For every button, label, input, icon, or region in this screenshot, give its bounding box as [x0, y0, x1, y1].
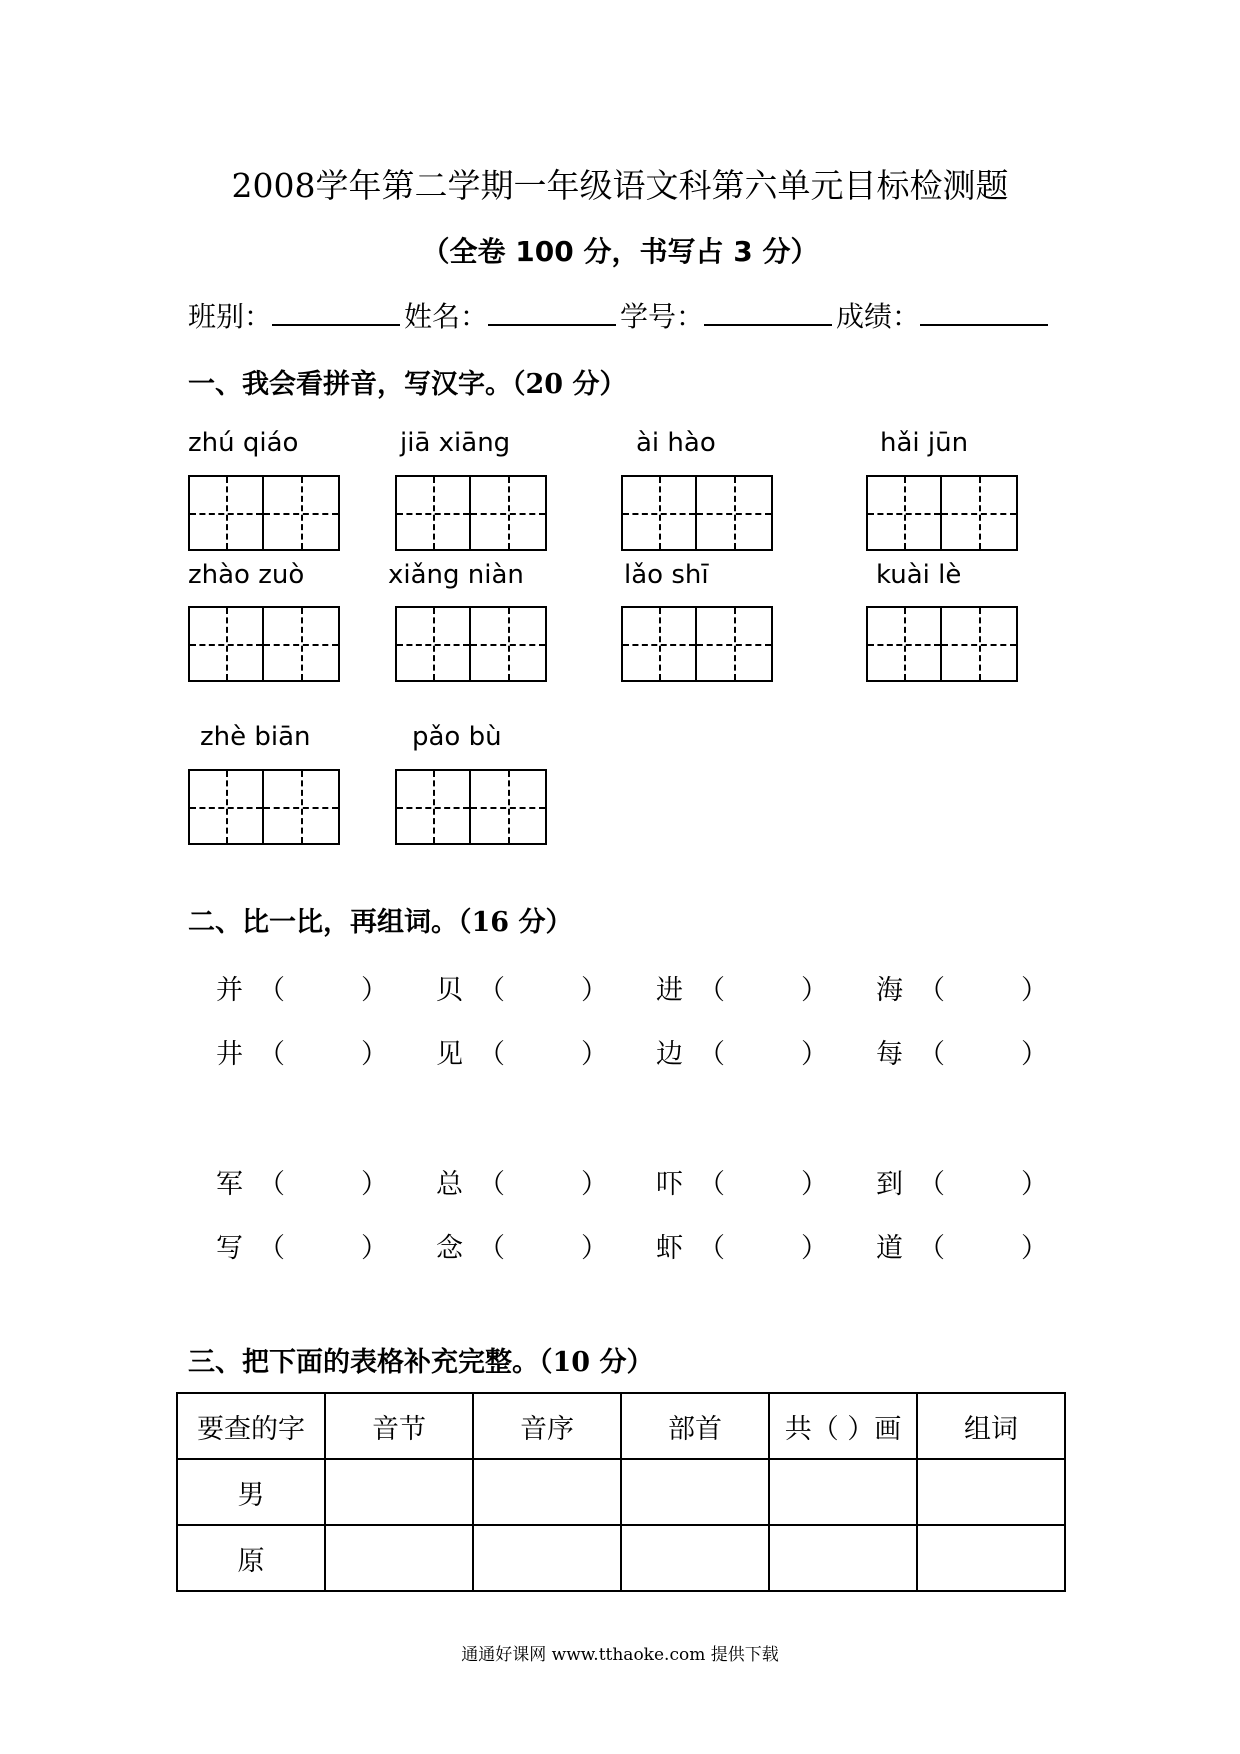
compare-item: [656, 968, 828, 1007]
header-cell: 音节: [325, 1393, 473, 1459]
close-paren: ）: [361, 1169, 388, 1200]
open-paren: （: [698, 1039, 725, 1070]
answer-cell[interactable]: [621, 1459, 769, 1525]
dictionary-lookup-table: [176, 1392, 1066, 1592]
compare-item: [656, 1226, 828, 1265]
close-paren: ）: [361, 1039, 388, 1070]
writing-grid[interactable]: [866, 606, 1018, 682]
page-title: 2008学年第二学期一年级语文科第六单元目标检测题: [231, 166, 1009, 205]
pinyin-label: kuài lè: [876, 560, 962, 590]
close-paren: ）: [581, 975, 608, 1006]
answer-cell[interactable]: [769, 1525, 917, 1591]
pinyin-label: hǎi jūn: [880, 428, 969, 458]
compare-item: [436, 1032, 608, 1071]
word-answer-blank[interactable]: [918, 1226, 1048, 1265]
open-paren: （: [918, 1169, 945, 1200]
compare-item: [216, 1032, 388, 1071]
pinyin-label: xiǎng niàn: [388, 560, 524, 590]
compare-character: 写: [216, 1233, 243, 1264]
compare-character: 道: [876, 1233, 903, 1264]
class-blank[interactable]: [272, 298, 400, 326]
open-paren: （: [918, 1039, 945, 1070]
pinyin-label: ài hào: [636, 428, 716, 458]
close-paren: ）: [801, 975, 828, 1006]
writing-grid[interactable]: [188, 475, 340, 551]
compare-item: [876, 1162, 1048, 1201]
compare-item: [216, 1162, 388, 1201]
writing-grid[interactable]: [188, 606, 340, 682]
writing-grid[interactable]: [621, 475, 773, 551]
word-answer-blank[interactable]: [478, 968, 608, 1007]
page-subtitle: （全卷 100 分，书写占 3 分）: [421, 235, 819, 268]
open-paren: （: [478, 1039, 505, 1070]
open-paren: （: [258, 975, 285, 1006]
compare-item: [876, 1032, 1048, 1071]
open-paren: （: [698, 1233, 725, 1264]
name-blank[interactable]: [488, 298, 616, 326]
open-paren: （: [918, 975, 945, 1006]
footer-credit: 通通好课网 www.tthaoke.com 提供下载: [461, 1645, 779, 1665]
header-cell: 音序: [473, 1393, 621, 1459]
lookup-character: 男: [177, 1459, 325, 1525]
section-2-title: 二、比一比，再组词。（16 分）: [188, 907, 573, 938]
open-paren: （: [698, 975, 725, 1006]
pinyin-label: zhào zuò: [188, 560, 305, 590]
student-number-label: 学号：: [620, 300, 705, 333]
section-1-title: 一、我会看拼音，写汉字。（20 分）: [188, 369, 627, 400]
answer-cell[interactable]: [917, 1459, 1065, 1525]
open-paren: （: [258, 1233, 285, 1264]
compare-character: 海: [876, 975, 903, 1006]
compare-character: 每: [876, 1039, 903, 1070]
lookup-character: 原: [177, 1525, 325, 1591]
score-label: 成绩：: [836, 300, 921, 333]
writing-grid[interactable]: [395, 475, 547, 551]
word-answer-blank[interactable]: [918, 968, 1048, 1007]
writing-grid[interactable]: [188, 769, 340, 845]
word-answer-blank[interactable]: [258, 1226, 388, 1265]
compare-character: 军: [216, 1169, 243, 1200]
writing-grid[interactable]: [866, 475, 1018, 551]
compare-character: 井: [216, 1039, 243, 1070]
compare-character: 吓: [656, 1169, 683, 1200]
close-paren: ）: [1021, 975, 1048, 1006]
section-3-title: 三、把下面的表格补充完整。（10 分）: [188, 1347, 654, 1378]
open-paren: （: [258, 1169, 285, 1200]
close-paren: ）: [801, 1233, 828, 1264]
compare-character: 进: [656, 975, 683, 1006]
close-paren: ）: [1021, 1169, 1048, 1200]
close-paren: ）: [801, 1169, 828, 1200]
compare-character: 边: [656, 1039, 683, 1070]
pinyin-label: jiā xiāng: [400, 428, 511, 458]
table-row: [177, 1459, 1065, 1525]
answer-cell[interactable]: [917, 1525, 1065, 1591]
student-number-blank[interactable]: [704, 298, 832, 326]
compare-item: [216, 1226, 388, 1265]
compare-item: [436, 1226, 608, 1265]
answer-cell[interactable]: [473, 1459, 621, 1525]
compare-character: 并: [216, 975, 243, 1006]
class-label: 班别：: [188, 300, 273, 333]
close-paren: ）: [1021, 1039, 1048, 1070]
compare-item: [436, 968, 608, 1007]
word-answer-blank[interactable]: [698, 1162, 828, 1201]
pinyin-label: zhú qiáo: [188, 428, 299, 458]
compare-item: [876, 1226, 1048, 1265]
writing-grid[interactable]: [395, 769, 547, 845]
answer-cell[interactable]: [473, 1525, 621, 1591]
answer-cell[interactable]: [325, 1525, 473, 1591]
close-paren: ）: [801, 1039, 828, 1070]
pinyin-label: lǎo shī: [624, 560, 709, 590]
answer-cell[interactable]: [769, 1459, 917, 1525]
table-row: [177, 1525, 1065, 1591]
header-cell: 部首: [621, 1393, 769, 1459]
open-paren: （: [918, 1233, 945, 1264]
header-cell: 组词: [917, 1393, 1065, 1459]
word-answer-blank[interactable]: [698, 1226, 828, 1265]
pinyin-label: zhè biān: [200, 722, 311, 752]
answer-cell[interactable]: [621, 1525, 769, 1591]
open-paren: （: [478, 1169, 505, 1200]
compare-item: [656, 1162, 828, 1201]
close-paren: ）: [361, 1233, 388, 1264]
pinyin-label: pǎo bù: [412, 722, 502, 752]
compare-item: [436, 1162, 608, 1201]
close-paren: ）: [581, 1039, 608, 1070]
word-answer-blank[interactable]: [258, 1032, 388, 1071]
name-label: 姓名：: [404, 300, 489, 333]
compare-character: 总: [436, 1169, 463, 1200]
student-info-row: [188, 295, 1052, 335]
word-answer-blank[interactable]: [698, 968, 828, 1007]
word-answer-blank[interactable]: [258, 968, 388, 1007]
word-answer-blank[interactable]: [918, 1032, 1048, 1071]
open-paren: （: [478, 1233, 505, 1264]
compare-item: [876, 968, 1048, 1007]
word-answer-blank[interactable]: [478, 1032, 608, 1071]
open-paren: （: [258, 1039, 285, 1070]
writing-grid[interactable]: [621, 606, 773, 682]
table-header-row: [177, 1393, 1065, 1459]
close-paren: ）: [361, 975, 388, 1006]
compare-character: 到: [876, 1169, 903, 1200]
word-answer-blank[interactable]: [698, 1032, 828, 1071]
compare-item: [656, 1032, 828, 1071]
word-answer-blank[interactable]: [258, 1162, 388, 1201]
close-paren: ）: [581, 1233, 608, 1264]
compare-character: 贝: [436, 975, 463, 1006]
open-paren: （: [478, 975, 505, 1006]
score-blank[interactable]: [920, 298, 1048, 326]
answer-cell[interactable]: [325, 1459, 473, 1525]
close-paren: ）: [581, 1169, 608, 1200]
word-answer-blank[interactable]: [478, 1162, 608, 1201]
writing-grid[interactable]: [395, 606, 547, 682]
compare-item: [216, 968, 388, 1007]
header-cell: 要查的字: [177, 1393, 325, 1459]
open-paren: （: [698, 1169, 725, 1200]
compare-character: 见: [436, 1039, 463, 1070]
word-answer-blank[interactable]: [478, 1226, 608, 1265]
word-answer-blank[interactable]: [918, 1162, 1048, 1201]
compare-character: 虾: [656, 1233, 683, 1264]
compare-character: 念: [436, 1233, 463, 1264]
header-cell: 共（ ）画: [769, 1393, 917, 1459]
close-paren: ）: [1021, 1233, 1048, 1264]
